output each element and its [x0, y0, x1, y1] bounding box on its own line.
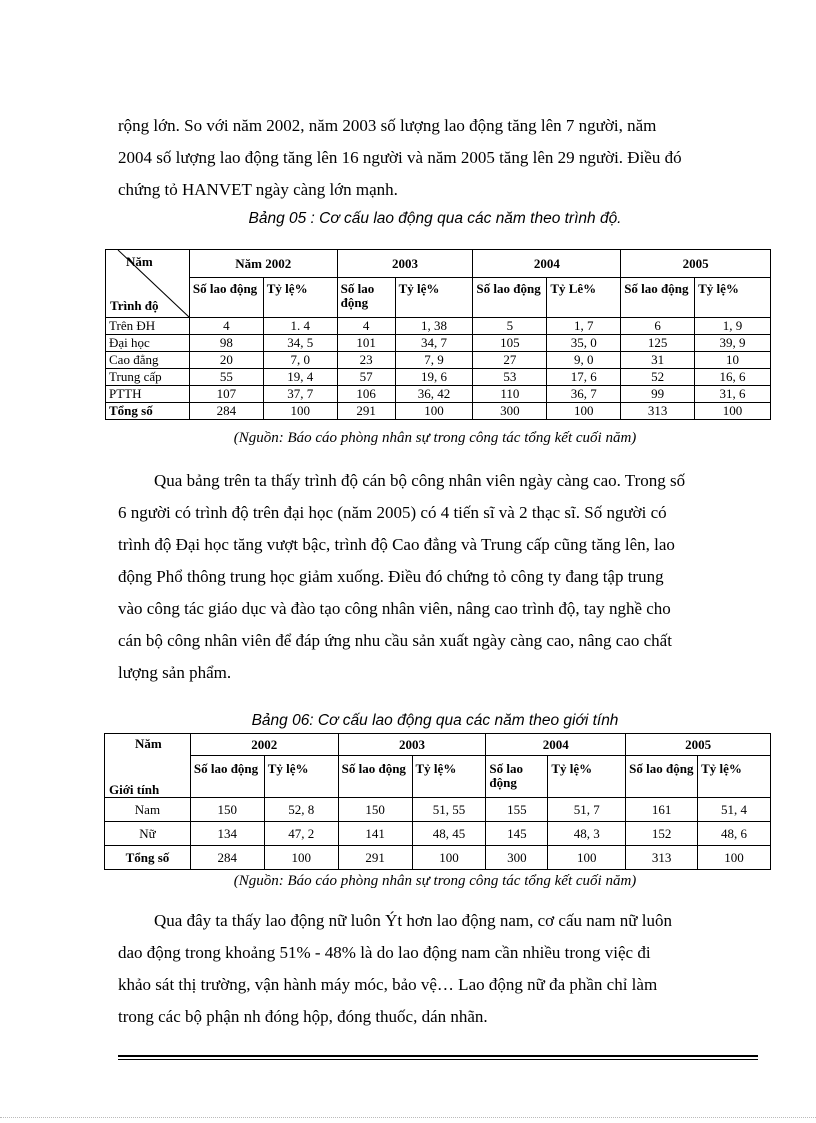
text-line: chứng tỏ HANVET ngày càng lớn mạnh.: [118, 180, 398, 199]
cell: 1, 9: [695, 318, 771, 335]
text-line: trình độ Đại học tăng vượt bậc, trình độ Cao đẳng và Trung cấp cũng tăng lên, lao: [118, 535, 675, 554]
table1-education: [105, 249, 771, 420]
year-header: 2003: [337, 250, 473, 278]
cell: 100: [698, 846, 771, 870]
footer-rule-thin: [118, 1059, 758, 1060]
cell: 4: [189, 318, 263, 335]
row-label: Nam: [105, 798, 191, 822]
cell: 7, 9: [395, 352, 473, 369]
cell: 101: [337, 335, 395, 352]
cell: 55: [189, 369, 263, 386]
corner-year-label: Năm: [135, 736, 162, 751]
cell: 4: [337, 318, 395, 335]
table-row: [106, 318, 771, 335]
table-row: [106, 386, 771, 403]
row-label: Trung cấp: [106, 369, 190, 386]
cell: 313: [626, 846, 698, 870]
text-line: dao động trong khoảng 51% - 48% là do lao động nam cần nhiều trong việc đi: [118, 943, 651, 962]
row-label: Tổng số: [105, 846, 191, 870]
cell: 161: [626, 798, 698, 822]
text-line: cán bộ công nhân viên để đáp ứng nhu cầu sản xuất ngày càng cao, nâng cao chất: [118, 631, 672, 650]
page-bottom-border: [0, 1117, 816, 1118]
sub-header: Tỷ lệ%: [695, 278, 771, 318]
table-row: [106, 335, 771, 352]
year-header: 2005: [621, 250, 771, 278]
cell: 99: [621, 386, 695, 403]
cell: 152: [626, 822, 698, 846]
cell: 51, 4: [698, 798, 771, 822]
cell: 23: [337, 352, 395, 369]
cell: 53: [473, 369, 547, 386]
cell: 155: [486, 798, 548, 822]
sub-header: Số lao động: [486, 756, 548, 798]
row-label: PTTH: [106, 386, 190, 403]
cell: 107: [189, 386, 263, 403]
year-header: 2003: [338, 734, 486, 756]
cell: 7, 0: [263, 352, 337, 369]
cell: 313: [621, 403, 695, 420]
text-line: lượng sản phẩm.: [118, 663, 232, 682]
cell: 39, 9: [695, 335, 771, 352]
cell: 34, 5: [263, 335, 337, 352]
cell: 284: [189, 403, 263, 420]
cell: 100: [264, 846, 338, 870]
cell: 145: [486, 822, 548, 846]
text-line: rộng lớn. So với năm 2002, năm 2003 số lượng lao động tăng lên 7 người, năm: [118, 116, 657, 135]
cell: 48, 45: [412, 822, 486, 846]
cell: 125: [621, 335, 695, 352]
text-line: Qua đây ta thấy lao động nữ luôn Ýt hơn lao động nam, cơ cấu nam nữ luôn: [154, 911, 672, 930]
cell: 35, 0: [547, 335, 621, 352]
table-row: [105, 822, 771, 846]
year-header: Năm 2002: [189, 250, 337, 278]
cell: 150: [338, 798, 412, 822]
year-header: 2004: [473, 250, 621, 278]
cell: 19, 6: [395, 369, 473, 386]
cell: 134: [190, 822, 264, 846]
cell: 5: [473, 318, 547, 335]
table-row-total: [105, 846, 771, 870]
sub-header: Số lao động: [337, 278, 395, 318]
cell: 105: [473, 335, 547, 352]
table1-caption: Bảng 05 : Cơ cấu lao động qua các năm theo trình độ.: [248, 210, 622, 227]
sub-header: Số lao động: [626, 756, 698, 798]
sub-header: Số lao động: [473, 278, 547, 318]
cell: 36, 7: [547, 386, 621, 403]
row-label: Tổng số: [106, 403, 190, 420]
cell: 110: [473, 386, 547, 403]
cell: 37, 7: [263, 386, 337, 403]
text-line: trong các bộ phận nh đóng hộp, đóng thuốc, dán nhãn.: [118, 1007, 488, 1026]
table-row: [105, 798, 771, 822]
row-label: Đại học: [106, 335, 190, 352]
cell: 150: [190, 798, 264, 822]
text-line: 2004 số lượng lao động tăng lên 16 người và năm 2005 tăng lên 29 người. Điều đó: [118, 148, 682, 167]
cell: 106: [337, 386, 395, 403]
sub-header: Tỷ lệ%: [698, 756, 771, 798]
cell: 291: [337, 403, 395, 420]
table2-source: (Nguồn: Báo cáo phòng nhân sự trong công tác tổng kết cuối năm): [233, 873, 637, 889]
year-header: 2005: [626, 734, 771, 756]
sub-header: Số lao động: [338, 756, 412, 798]
analysis-paragraph-2: [118, 905, 758, 1033]
row-label: Cao đẳng: [106, 352, 190, 369]
corner-row-label: Giới tính: [109, 782, 160, 797]
text-line: 6 người có trình độ trên đại học (năm 2005) có 4 tiến sĩ và 2 thạc sĩ. Số người có: [118, 503, 667, 522]
cell: 1, 38: [395, 318, 473, 335]
cell: 31, 6: [695, 386, 771, 403]
cell: 52: [621, 369, 695, 386]
text-line: động Phổ thông trung học giảm xuống. Điều đó chứng tỏ công ty đang tập trung: [118, 567, 664, 586]
table-row: [106, 369, 771, 386]
corner-row-label: Trình độ: [110, 298, 159, 313]
cell: 1. 4: [263, 318, 337, 335]
year-header: 2004: [486, 734, 626, 756]
cell: 10: [695, 352, 771, 369]
row-label: Trên ĐH: [106, 318, 190, 335]
cell: 36, 42: [395, 386, 473, 403]
cell: 51, 7: [548, 798, 626, 822]
cell: 20: [189, 352, 263, 369]
footer-rule: [118, 1055, 758, 1057]
table2-gender: [104, 733, 771, 870]
table1-source: (Nguồn: Báo cáo phòng nhân sự trong công tác tổng kết cuối năm): [233, 430, 637, 446]
sub-header: Tỷ lệ%: [395, 278, 473, 318]
cell: 300: [486, 846, 548, 870]
cell: 19, 4: [263, 369, 337, 386]
cell: 100: [412, 846, 486, 870]
cell: 141: [338, 822, 412, 846]
table2-corner-cell: [105, 734, 191, 798]
cell: 57: [337, 369, 395, 386]
sub-header: Số lao động: [621, 278, 695, 318]
cell: 31: [621, 352, 695, 369]
cell: 98: [189, 335, 263, 352]
table2-caption: Bảng 06: Cơ cấu lao động qua các năm theo giới tính: [251, 712, 619, 729]
cell: 291: [338, 846, 412, 870]
cell: 6: [621, 318, 695, 335]
cell: 47, 2: [264, 822, 338, 846]
cell: 100: [263, 403, 337, 420]
cell: 284: [190, 846, 264, 870]
sub-header: Số lao động: [189, 278, 263, 318]
cell: 9, 0: [547, 352, 621, 369]
cell: 100: [548, 846, 626, 870]
text-line: Qua bảng trên ta thấy trình độ cán bộ công nhân viên ngày càng cao. Trong số: [154, 471, 686, 490]
cell: 34, 7: [395, 335, 473, 352]
cell: 1, 7: [547, 318, 621, 335]
row-label: Nữ: [105, 822, 191, 846]
corner-year-label: Năm: [126, 254, 153, 269]
cell: 27: [473, 352, 547, 369]
table-row-total: [106, 403, 771, 420]
cell: 300: [473, 403, 547, 420]
cell: 52, 8: [264, 798, 338, 822]
text-line: khảo sát thị trường, vận hành máy móc, bảo vệ… Lao động nữ đa phần chỉ làm: [118, 975, 658, 994]
cell: 100: [547, 403, 621, 420]
cell: 100: [395, 403, 473, 420]
cell: 16, 6: [695, 369, 771, 386]
cell: 48, 6: [698, 822, 771, 846]
cell: 51, 55: [412, 798, 486, 822]
sub-header: Số lao động: [190, 756, 264, 798]
sub-header: Tỷ lệ%: [264, 756, 338, 798]
table-row: [106, 352, 771, 369]
sub-header: Tỷ lệ%: [263, 278, 337, 318]
cell: 17, 6: [547, 369, 621, 386]
year-header: 2002: [190, 734, 338, 756]
cell: 100: [695, 403, 771, 420]
sub-header: Tỷ Lê%: [547, 278, 621, 318]
table1-corner-cell: [106, 250, 190, 318]
cell: 48, 3: [548, 822, 626, 846]
analysis-paragraph-1: [118, 465, 758, 689]
text-line: vào công tác giáo dục và đào tạo công nhân viên, nâng cao trình độ, tay nghề cho: [118, 599, 671, 618]
intro-paragraph: [118, 110, 758, 206]
sub-header: Tỷ lệ%: [548, 756, 626, 798]
sub-header: Tỷ lệ%: [412, 756, 486, 798]
